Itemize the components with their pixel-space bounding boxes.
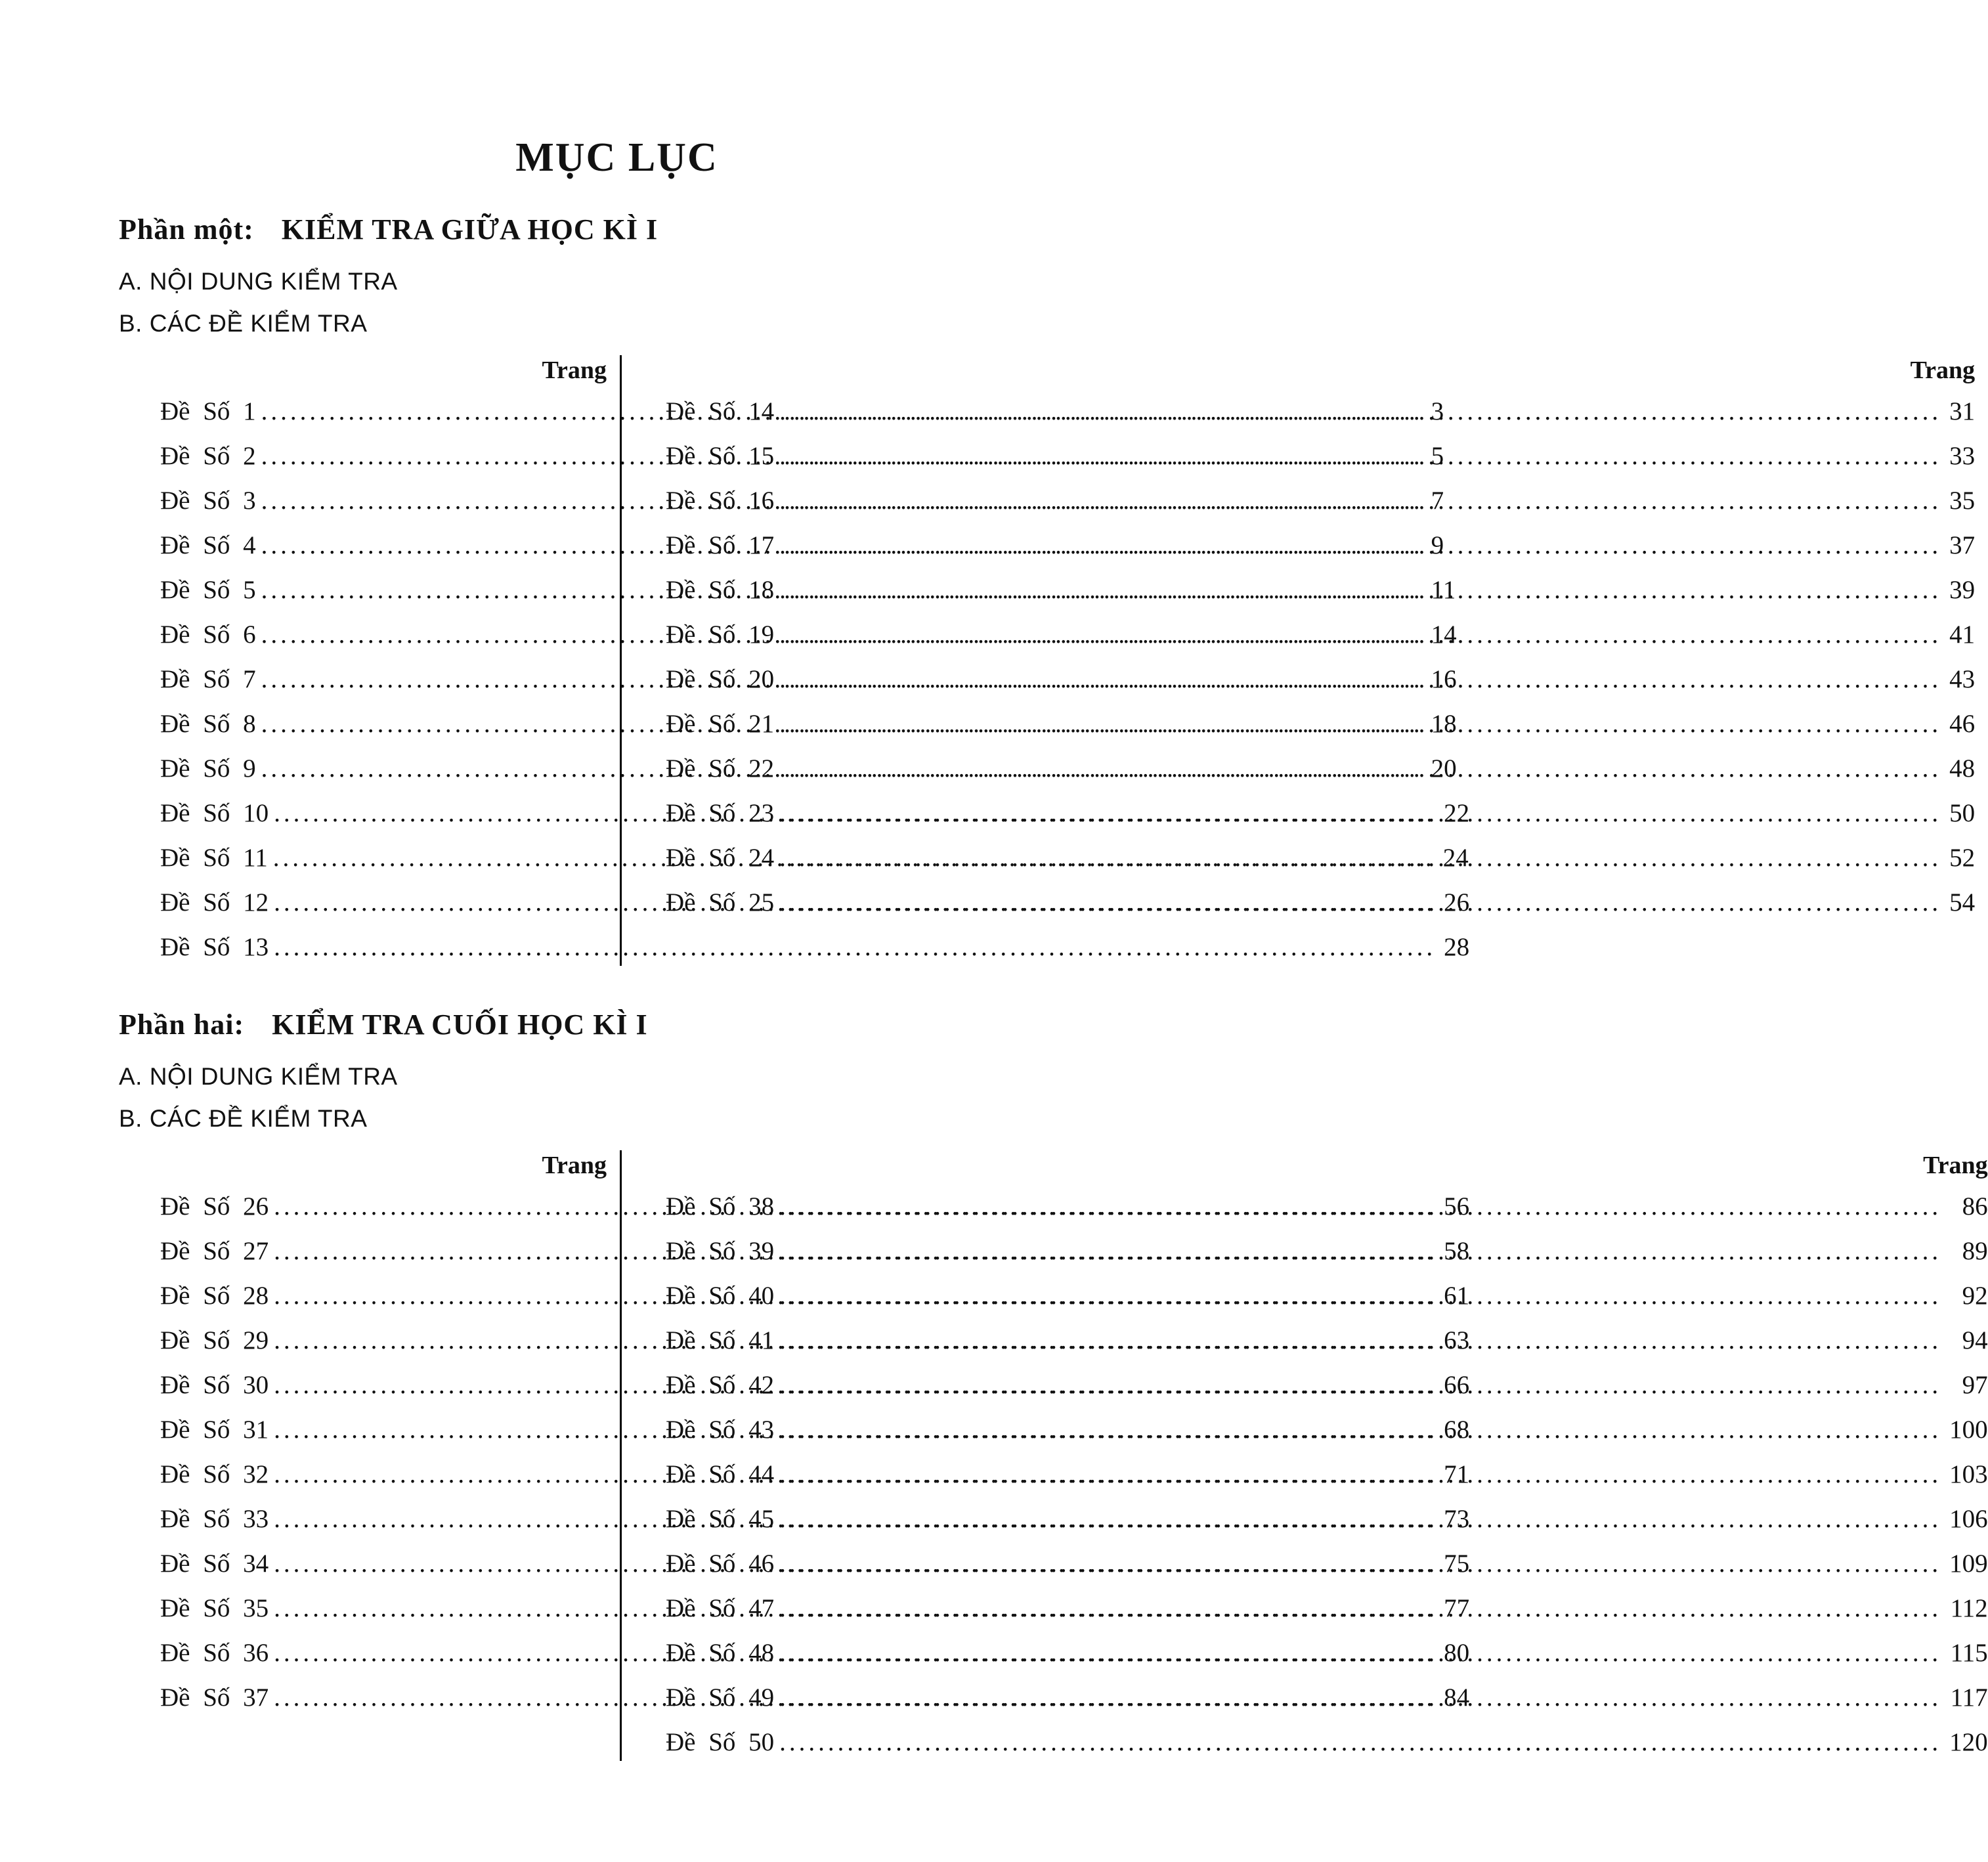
toc-entry-label: Đề Số 46 <box>666 1549 775 1578</box>
section-heading-prefix: Phần hai: <box>119 1008 245 1041</box>
toc-entry-label: Đề Số 3 <box>160 487 256 515</box>
toc-entry-label: Đề Số 41 <box>666 1326 775 1354</box>
toc-entry <box>666 1631 1988 1676</box>
dot-leader <box>779 702 1941 747</box>
dot-leader <box>779 1720 1941 1765</box>
dot-leader <box>779 880 1941 925</box>
toc-entry <box>666 880 1975 925</box>
dot-leader <box>779 836 1941 880</box>
toc-entry-page: 68 <box>1444 1416 1470 1444</box>
toc-entry-page: 28 <box>1444 933 1470 961</box>
section-heading <box>119 1008 1115 1041</box>
toc-entry-page: 50 <box>1949 799 1976 827</box>
toc-entry <box>666 568 1975 613</box>
toc-entry <box>666 434 1975 479</box>
dot-leader <box>779 1586 1942 1631</box>
toc-entry-label: Đề Số 25 <box>666 888 775 917</box>
toc-columns <box>119 1146 1988 1765</box>
toc-entry-label: Đề Số 26 <box>160 1192 269 1221</box>
toc-entry-page: 100 <box>1949 1416 1988 1444</box>
toc-entry-label: Đề Số 10 <box>160 799 269 827</box>
toc-entry-page: 63 <box>1444 1326 1470 1354</box>
toc-entry-label: Đề Số 40 <box>666 1282 775 1310</box>
page-title: MỤC LỤC <box>515 135 718 180</box>
toc-entry-page: 46 <box>1949 710 1976 738</box>
section-subitem-b: B. CÁC ĐỀ KIỂM TRA <box>119 310 368 337</box>
toc-entry-page: 77 <box>1444 1594 1470 1622</box>
toc-entry-label: Đề Số 22 <box>666 754 775 783</box>
toc-entry-label: Đề Số 38 <box>666 1192 775 1221</box>
dot-leader <box>779 791 1941 836</box>
toc-columns <box>119 351 1976 970</box>
toc-entry <box>666 1586 1988 1631</box>
section-heading-prefix: Phần một: <box>119 213 254 246</box>
toc-entry-page: 66 <box>1444 1371 1470 1399</box>
toc-entry-label: Đề Số 6 <box>160 620 256 649</box>
toc-entry-label: Đề Số 11 <box>160 844 268 872</box>
toc-entry <box>666 479 1975 523</box>
toc-entry-label: Đề Số 12 <box>160 888 269 917</box>
toc-entry-label: Đề Số 45 <box>666 1505 775 1533</box>
toc-entry-page: 117 <box>1950 1683 1988 1712</box>
dot-leader <box>779 568 1941 613</box>
toc-column-right <box>620 1146 1988 1765</box>
toc-entry-label: Đề Số 29 <box>160 1326 269 1354</box>
toc-entry <box>666 1497 1988 1542</box>
toc-entry-page: 73 <box>1444 1505 1470 1533</box>
toc-entry <box>666 1452 1988 1497</box>
toc-entry-label: Đề Số 31 <box>160 1416 269 1444</box>
toc-entry-label: Đề Số 15 <box>666 442 775 470</box>
toc-entry-label: Đề Số 24 <box>666 844 775 872</box>
dot-leader <box>779 1542 1941 1586</box>
section-heading <box>119 213 1115 246</box>
toc-entry-label: Đề Số 44 <box>666 1460 775 1488</box>
dot-leader <box>779 613 1941 657</box>
toc-entry-label: Đề Số 16 <box>666 487 775 515</box>
toc-entry-label: Đề Số 2 <box>160 442 256 470</box>
toc-entry-page: 37 <box>1949 531 1976 559</box>
toc-entry-label: Đề Số 5 <box>160 576 256 604</box>
section-heading-title: KIỂM TRA CUỐI HỌC KÌ I <box>272 1008 648 1041</box>
toc-entry <box>666 389 1975 434</box>
toc-entry-page: 26 <box>1444 888 1470 917</box>
toc-entry <box>666 1318 1988 1363</box>
toc-entry-page: 39 <box>1949 576 1976 604</box>
toc-entry-page: 58 <box>1444 1237 1470 1265</box>
toc-entry-label: Đề Số 37 <box>160 1683 269 1712</box>
dot-leader <box>779 479 1941 523</box>
page-column-header: Trang <box>542 1152 607 1179</box>
toc-entry-label: Đề Số 47 <box>666 1594 775 1622</box>
toc-entry-list <box>666 1184 1988 1765</box>
toc-entry-page: 97 <box>1962 1371 1988 1399</box>
section-subitem-a: A. NỘI DUNG KIỂM TRA <box>119 268 398 295</box>
toc-entry-label: Đề Số 14 <box>666 397 775 425</box>
toc-entry <box>666 1363 1988 1408</box>
toc-entry-page: 84 <box>1444 1683 1470 1712</box>
toc-entry-label: Đề Số 30 <box>160 1371 269 1399</box>
toc-entry-label: Đề Số 18 <box>666 576 775 604</box>
dot-leader <box>779 523 1941 568</box>
dot-leader <box>779 1497 1941 1542</box>
toc-entry <box>666 1720 1988 1765</box>
column-divider <box>620 1150 622 1761</box>
toc-entry-label: Đề Số 21 <box>666 710 775 738</box>
toc-entry-label: Đề Số 36 <box>160 1639 269 1667</box>
toc-entry-page: 35 <box>1949 487 1976 515</box>
dot-leader <box>779 1408 1941 1452</box>
dot-leader <box>779 1318 1955 1363</box>
toc-entry-label: Đề Số 19 <box>666 620 775 649</box>
toc-entry-page: 5 <box>1431 442 1444 470</box>
toc-entry-page: 3 <box>1431 397 1444 425</box>
toc-entry-page: 112 <box>1950 1594 1988 1622</box>
toc-entry <box>666 747 1975 791</box>
toc-entry-page: 92 <box>1962 1282 1988 1310</box>
toc-entry <box>666 613 1975 657</box>
toc-entry-label: Đề Số 32 <box>160 1460 269 1488</box>
toc-section-part-one <box>119 213 1976 970</box>
toc-entry-label: Đề Số 20 <box>666 665 775 693</box>
toc-entry-page: 43 <box>1949 665 1976 693</box>
toc-entry-page: 22 <box>1444 799 1470 827</box>
toc-entry-label: Đề Số 9 <box>160 754 256 783</box>
toc-entry <box>666 657 1975 702</box>
toc-section-part-two <box>119 1008 1988 1765</box>
toc-entry-page: 14 <box>1431 620 1457 649</box>
toc-entry-label: Đề Số 28 <box>160 1282 269 1310</box>
toc-entry <box>666 523 1975 568</box>
toc-entry-label: Đề Số 23 <box>666 799 775 827</box>
section-subitem-a: A. NỘI DUNG KIỂM TRA <box>119 1063 398 1090</box>
toc-entry-page: 94 <box>1962 1326 1988 1354</box>
dot-leader <box>779 657 1941 702</box>
toc-entry-label: Đề Số 34 <box>160 1549 269 1578</box>
toc-entry-label: Đề Số 1 <box>160 397 256 425</box>
toc-entry-page: 106 <box>1949 1505 1988 1533</box>
toc-entry-label: Đề Số 35 <box>160 1594 269 1622</box>
toc-entry <box>666 791 1975 836</box>
dot-leader <box>779 1631 1942 1676</box>
toc-entry-page: 80 <box>1444 1639 1470 1667</box>
toc-entry-page: 24 <box>1442 844 1469 872</box>
toc-entry-page: 41 <box>1949 620 1976 649</box>
toc-entry-label: Đề Số 4 <box>160 531 256 559</box>
page-column-header: Trang <box>1923 1152 1988 1179</box>
page-column-header: Trang <box>542 357 607 384</box>
toc-column-right <box>620 351 1975 970</box>
toc-entry-page: 31 <box>1949 397 1976 425</box>
dot-leader <box>779 1274 1955 1318</box>
toc-entry-label: Đề Số 13 <box>160 933 269 961</box>
toc-entry-label: Đề Số 17 <box>666 531 775 559</box>
toc-entry-label: Đề Số 49 <box>666 1683 775 1712</box>
toc-entry <box>666 1408 1988 1452</box>
dot-leader <box>779 434 1941 479</box>
dot-leader <box>779 1363 1955 1408</box>
toc-entry-page: 9 <box>1431 531 1444 559</box>
toc-entry-label: Đề Số 43 <box>666 1416 775 1444</box>
toc-entry-page: 120 <box>1949 1728 1988 1756</box>
toc-entry <box>666 1184 1988 1229</box>
toc-entry <box>160 925 1470 970</box>
toc-entry <box>666 702 1975 747</box>
toc-entry <box>666 1274 1988 1318</box>
dot-leader <box>779 747 1941 791</box>
toc-entry-page: 54 <box>1949 888 1976 917</box>
toc-entry-page: 86 <box>1962 1192 1988 1221</box>
toc-entry <box>666 1229 1988 1274</box>
toc-entry-page: 89 <box>1962 1237 1988 1265</box>
toc-entry-page: 52 <box>1949 844 1976 872</box>
page-column-header: Trang <box>1910 357 1976 384</box>
toc-entry-page: 109 <box>1949 1549 1988 1578</box>
toc-entry-page: 48 <box>1949 754 1976 783</box>
toc-entry-page: 56 <box>1444 1192 1470 1221</box>
toc-entry-label: Đề Số 50 <box>666 1728 775 1756</box>
toc-entry-label: Đề Số 7 <box>160 665 256 693</box>
toc-entry-page: 75 <box>1444 1549 1470 1578</box>
toc-entry-page: 20 <box>1431 754 1457 783</box>
toc-entry <box>666 836 1975 880</box>
toc-entry-label: Đề Số 33 <box>160 1505 269 1533</box>
section-subitem-b: B. CÁC ĐỀ KIỂM TRA <box>119 1105 368 1132</box>
toc-entry-page: 16 <box>1431 665 1457 693</box>
toc-entry <box>666 1676 1988 1720</box>
toc-entry-page: 71 <box>1444 1460 1470 1488</box>
dot-leader <box>779 1229 1955 1274</box>
toc-entry-label: Đề Số 42 <box>666 1371 775 1399</box>
toc-entry-label: Đề Số 27 <box>160 1237 269 1265</box>
dot-leader <box>779 1184 1955 1229</box>
toc-entry-page: 61 <box>1444 1282 1470 1310</box>
toc-entry-page: 103 <box>1949 1460 1988 1488</box>
section-heading-title: KIỂM TRA GIỮA HỌC KÌ I <box>281 213 659 246</box>
dot-leader <box>779 1452 1941 1497</box>
toc-entry-page: 11 <box>1431 576 1456 604</box>
toc-entry-label: Đề Số 48 <box>666 1639 775 1667</box>
toc-entry-label: Đề Số 8 <box>160 710 256 738</box>
toc-entry-page: 7 <box>1431 487 1444 515</box>
toc-entry-label: Đề Số 39 <box>666 1237 775 1265</box>
dot-leader <box>779 389 1941 434</box>
toc-entry <box>666 1542 1988 1586</box>
toc-entry-list <box>666 389 1975 925</box>
column-divider <box>620 355 622 966</box>
toc-entry-page: 33 <box>1949 442 1976 470</box>
toc-entry-page: 18 <box>1431 710 1457 738</box>
dot-leader <box>779 1676 1942 1720</box>
toc-entry-page: 115 <box>1950 1639 1988 1667</box>
